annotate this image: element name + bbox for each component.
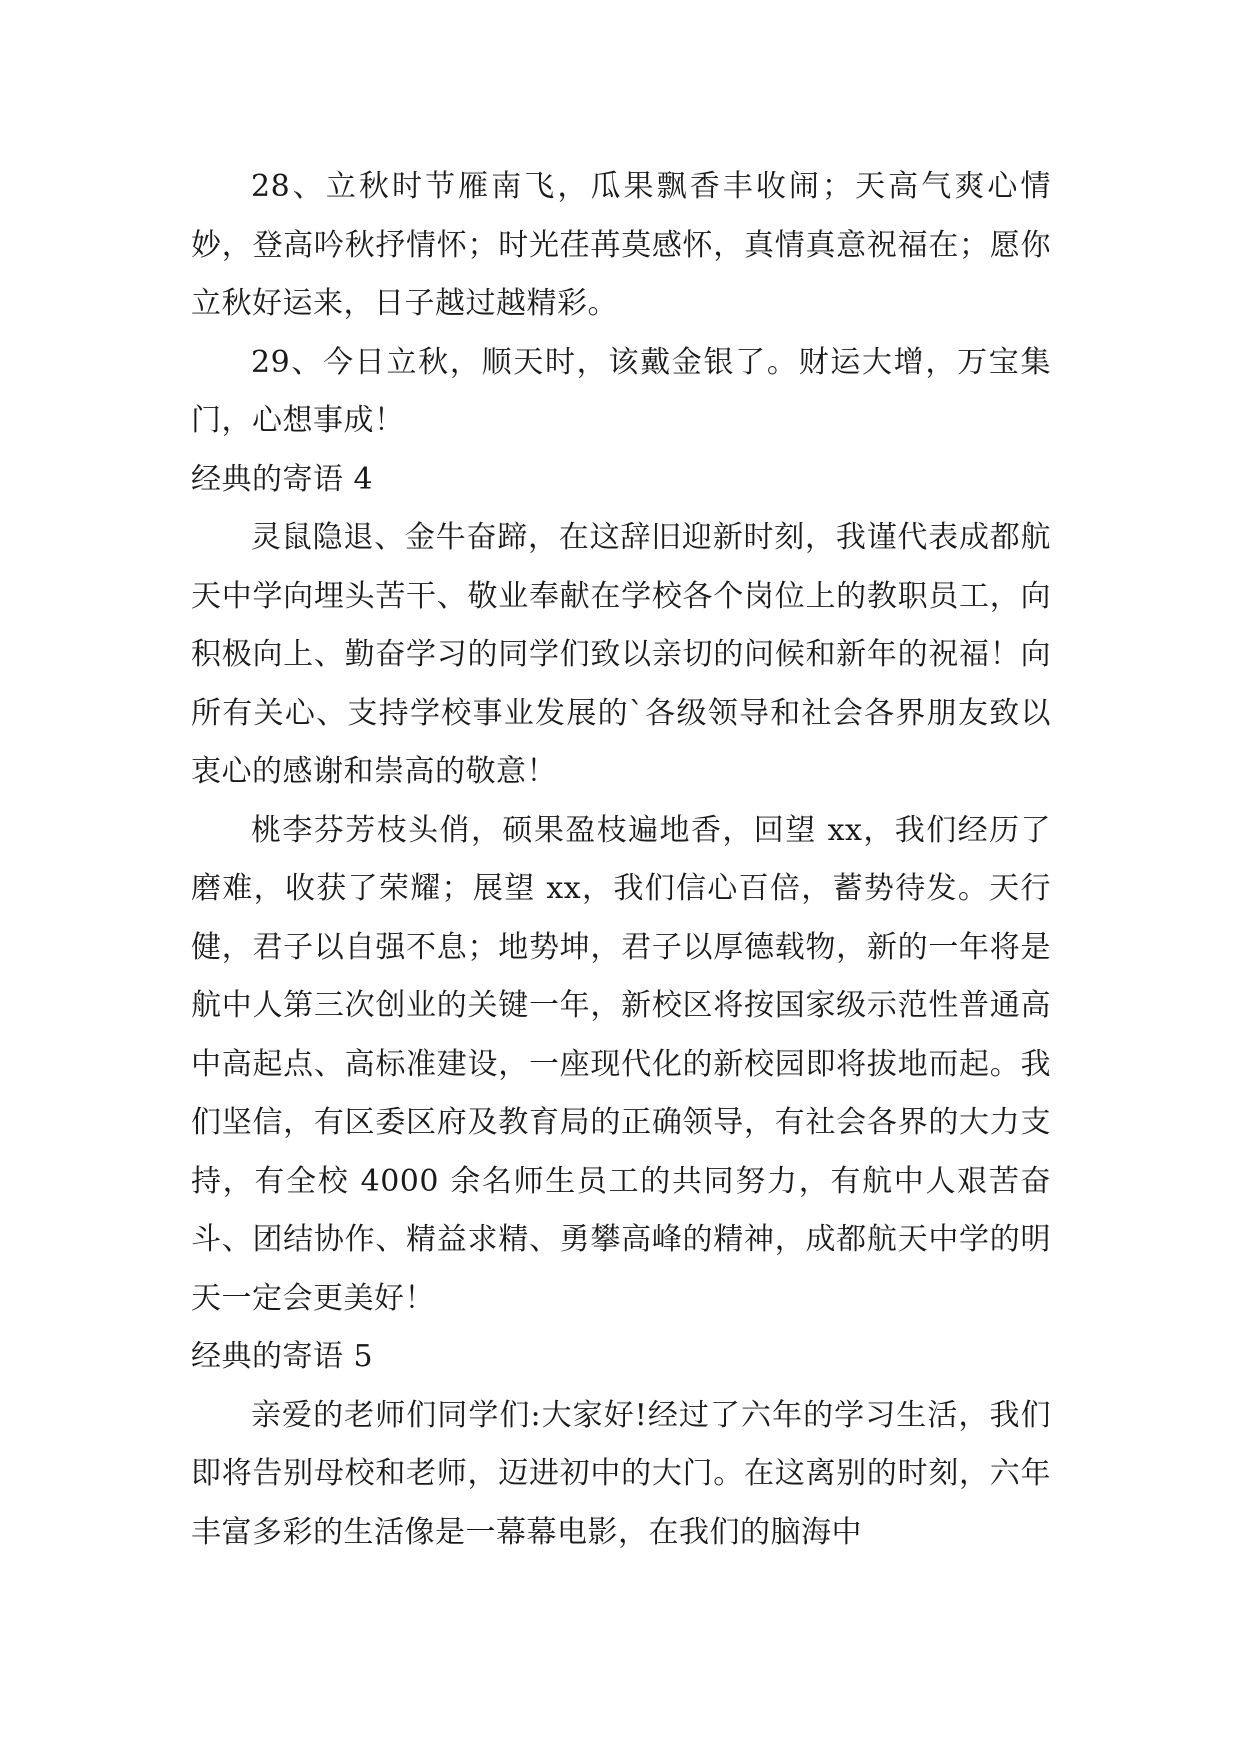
section-heading-5: 经典的寄语 5 — [191, 1339, 374, 1374]
paragraph-29: 29、今日立秋，顺天时，该戴金银了。财运大增，万宝集门，心想事成！ — [191, 344, 1051, 438]
paragraph-graduation-speech: 亲爱的老师们同学们:大家好!经过了六年的学习生活，我们即将告别母校和老师，迈进初中的大门。在这离别的时刻，六年丰富多彩的生活像是一幕幕电影，在我们的脑海中 — [191, 1397, 1051, 1550]
document-body — [191, 158, 1051, 1562]
paragraph-school-outlook: 桃李芬芳枝头俏，硕果盈枝遍地香，回望 xx，我们经历了磨难，收获了荣耀；展望 xx，我们信心百倍，蓄势待发。天行健，君子以自强不息；地势坤，君子以厚德载物，新的一年将是航中人第三次创业的关键一年，新校区将按国家级示范性普通高中高起点、高标准建设，一座现代化的新校园即将拔地而起。我们坚信，有区委区府及教育局的正确领导，有社会各界的大力支持，有全校 4000 余名师生员工的共同努力，有航中人艰苦奋斗、团结协作、精益求精、勇攀高峰的精神，成都航天中学的明天一定会更美好！ — [191, 812, 1051, 1316]
paragraph-new-year-greeting: 灵鼠隐退、金牛奋蹄，在这辞旧迎新时刻，我谨代表成都航天中学向埋头苦干、敬业奉献在学校各个岗位上的教职员工，向积极向上、勤奋学习的同学们致以亲切的问候和新年的祝福！向所有关心、支持学校事业发展的`各级领导和社会各界朋友致以衷心的感谢和崇高的敬意！ — [191, 520, 1051, 789]
paragraph-28: 28、立秋时节雁南飞，瓜果飘香丰收闹；天高气爽心情妙，登高吟秋抒情怀；时光荏苒莫感怀，真情真意祝福在；愿你立秋好运来，日子越过越精彩。 — [191, 169, 1051, 321]
section-heading-4: 经典的寄语 4 — [191, 461, 374, 497]
